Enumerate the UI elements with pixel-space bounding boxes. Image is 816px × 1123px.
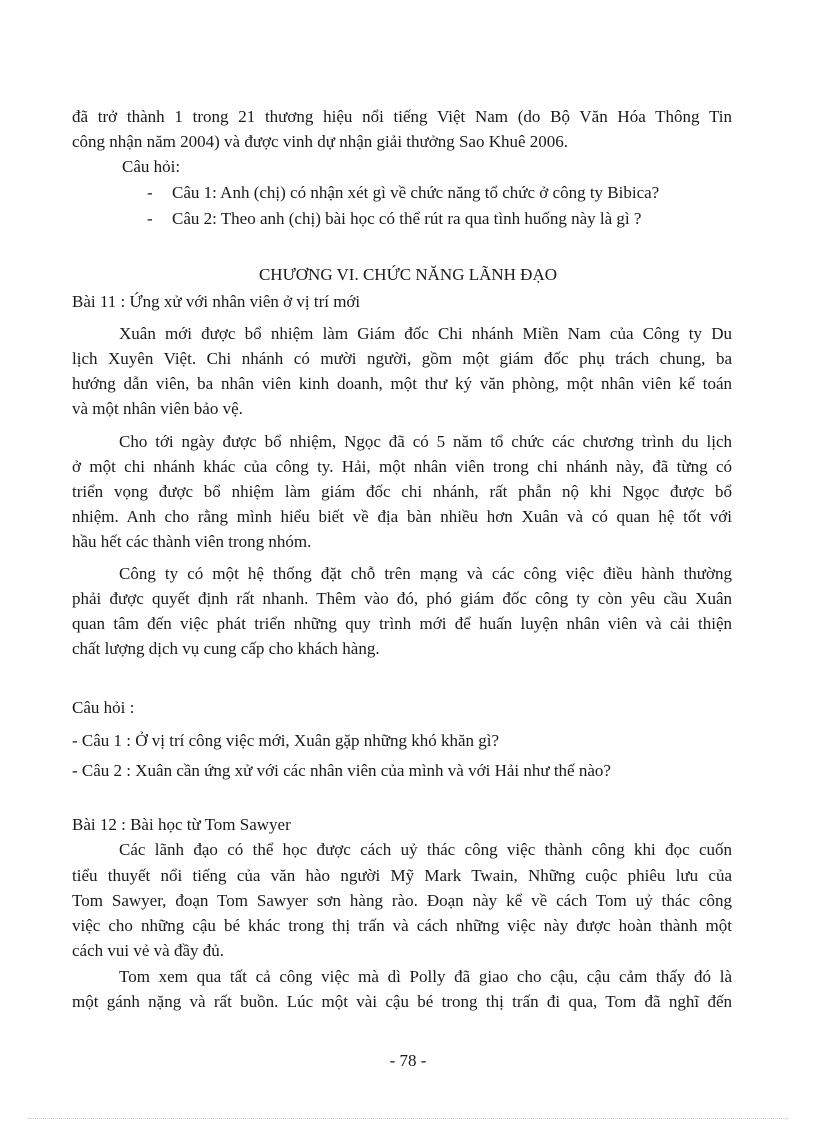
lesson-12-p1-line: cách vui vẻ và đầy đủ. bbox=[72, 941, 224, 960]
lesson-11-p2-line: Cho tới ngày được bổ nhiệm, Ngọc đã có 5 năm tổ chức các chương trình du lịch bbox=[119, 432, 732, 451]
question-text: Câu 2: Theo anh (chị) bài học có thể rút ra qua tình huống này là gì ? bbox=[172, 209, 642, 228]
lesson-11-p3-line: phải được quyết định rất nhanh. Thêm vào đó, phó giám đốc công ty còn yêu cầu Xuân bbox=[72, 589, 732, 608]
question-text: Câu 1: Anh (chị) có nhận xét gì về chức năng tổ chức ở công ty Bibica? bbox=[172, 183, 660, 202]
lesson-11-questions-label: Câu hỏi : bbox=[72, 698, 135, 717]
lesson-11-p2-line: triển vọng được bổ nhiệm làm giám đốc chi nhánh, rất phẫn nộ khi Ngọc được bổ bbox=[72, 482, 732, 501]
intro-line-1: đã trở thành 1 trong 21 thương hiệu nổi tiếng Việt Nam (do Bộ Văn Hóa Thông Tin bbox=[72, 107, 732, 126]
lesson-11-title: Bài 11 : Ứng xử với nhân viên ở vị trí mới bbox=[72, 292, 361, 311]
footer-dotted-rule bbox=[28, 1118, 788, 1119]
lesson-11-p1-line: lịch Xuyên Việt. Chi nhánh có mười người, gồm một giám đốc phụ trách chung, ba bbox=[72, 349, 732, 368]
bullet-dash: - bbox=[147, 209, 153, 228]
lesson-11-p1-line: và một nhân viên bảo vệ. bbox=[72, 399, 243, 418]
intro-questions-label: Câu hỏi: bbox=[122, 157, 181, 176]
lesson-12-p1-line: việc cho những cậu bé khác trong thị trấn và cách những việc này được hoàn thành một bbox=[72, 916, 732, 935]
lesson-11-p2-line: nhiệm. Anh cho rằng mình hiểu biết về địa bàn nhiều hơn Xuân và có quan hệ tốt với bbox=[72, 507, 732, 526]
lesson-12-title: Bài 12 : Bài học từ Tom Sawyer bbox=[72, 815, 291, 834]
lesson-12-p1-line: tiểu thuyết nổi tiếng của văn hào người Mỹ Mark Twain, Những cuộc phiêu lưu của bbox=[72, 866, 732, 885]
lesson-12-p1-line: Các lãnh đạo có thể học được cách uỷ thác công việc thành công khi đọc cuốn bbox=[119, 840, 732, 859]
lesson-11-p3-line: chất lượng dịch vụ cung cấp cho khách hàng. bbox=[72, 639, 380, 658]
lesson-12-p1-line: Tom Sawyer, đoạn Tom Sawyer sơn hàng rào. Đoạn này kể về cách Tom uỷ thác công bbox=[72, 891, 732, 910]
lesson-11-p3-line: quan tâm đến việc phát triển những quy trình mới để huấn luyện nhân viên và cải thiện bbox=[72, 614, 732, 633]
lesson-11-question-1: - Câu 1 : Ở vị trí công việc mới, Xuân gặp những khó khăn gì? bbox=[72, 731, 500, 750]
page-number: - 78 - bbox=[389, 1051, 427, 1070]
lesson-12-p2-line: Tom xem qua tất cả công việc mà dì Polly đã giao cho cậu, cậu cảm thấy đó là bbox=[119, 967, 732, 986]
lesson-11-question-2: - Câu 2 : Xuân cần ứng xử với các nhân viên của mình và với Hải như thế nào? bbox=[72, 761, 611, 780]
bullet-dash: - bbox=[147, 183, 153, 202]
lesson-11-p1-line: hướng dẫn viên, ba nhân viên kinh doanh, một thư ký văn phòng, một nhân viên kế toán bbox=[72, 374, 732, 393]
chapter-title: CHƯƠNG VI. CHỨC NĂNG LÃNH ĐẠO bbox=[258, 265, 558, 284]
lesson-11-p3-line: Công ty có một hệ thống đặt chỗ trên mạng và các công việc điều hành thường bbox=[119, 564, 732, 583]
lesson-12-p2-line: một gánh nặng và rất buồn. Lúc một vài cậu bé trong thị trấn đi qua, Tom đã nghĩ đến bbox=[72, 992, 732, 1011]
lesson-11-p1-line: Xuân mới được bổ nhiệm làm Giám đốc Chi nhánh Miền Nam của Công ty Du bbox=[119, 324, 732, 343]
intro-line-2: công nhận năm 2004) và được vinh dự nhận giải thưởng Sao Khuê 2006. bbox=[72, 132, 569, 151]
lesson-11-p2-line: hầu hết các thành viên trong nhóm. bbox=[72, 532, 312, 551]
lesson-11-p2-line: ở một chi nhánh khác của công ty. Hải, một nhân viên trong chi nhánh này, đã từng có bbox=[72, 457, 732, 476]
